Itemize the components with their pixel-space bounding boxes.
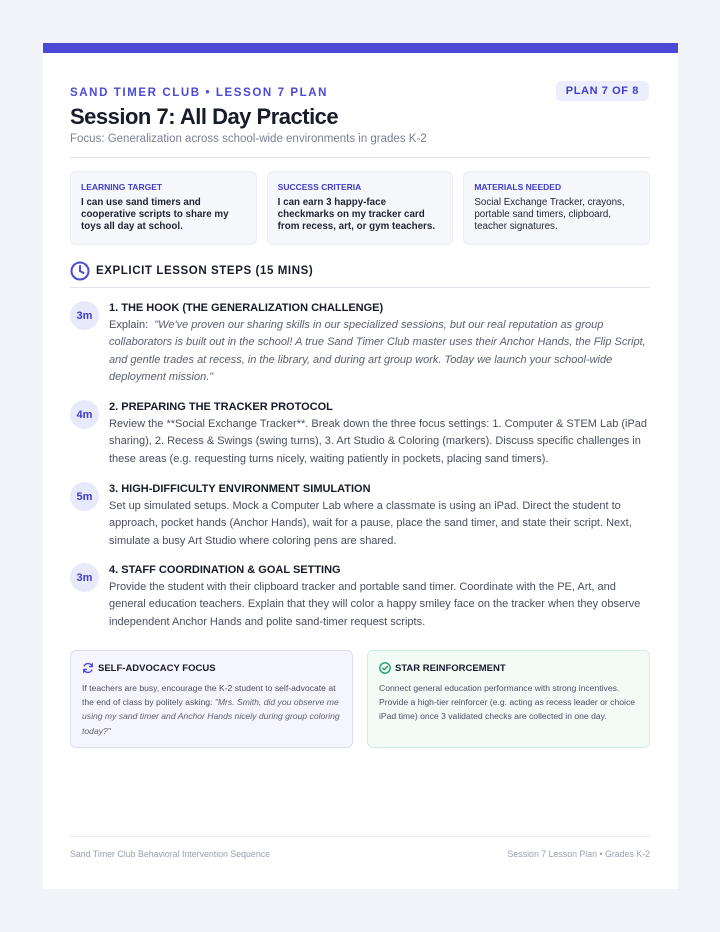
advocacy-quote: "Mrs. Smith, did you observe me using my sand timer and Anchor Hands nicely during group coloring today?" xyxy=(82,697,340,736)
card-label: SUCCESS CRITERIA xyxy=(277,182,362,192)
box-heading xyxy=(82,662,341,674)
footer-left: Sand Timer Club Behavioral Intervention Sequence xyxy=(70,849,271,859)
box-text: Connect general education performance with strong incentives. Provide a high-tier reinforcer (e.g. acting as recess leader or choice iPad time) once 3 validated checks are collected in one day. xyxy=(379,683,636,722)
footer-divider xyxy=(70,836,650,837)
plan-badge: PLAN 7 OF 8 xyxy=(556,81,649,101)
page-title: Session 7: All Day Practice xyxy=(70,104,339,129)
card-label: LEARNING TARGET xyxy=(81,182,163,192)
step-title: 1. THE HOOK (THE GENERALIZATION CHALLENGE) xyxy=(109,302,384,314)
steps-heading xyxy=(70,261,313,281)
card-text: I can earn 3 happy-face checkmarks on my tracker card from recess, art, or gym teachers. xyxy=(277,197,436,232)
success-criteria-card xyxy=(267,171,454,245)
series-eyebrow: SAND TIMER CLUB • LESSON 7 PLAN xyxy=(70,87,329,99)
lesson-plan-page xyxy=(43,43,678,889)
star-reinforcement-box xyxy=(367,650,650,748)
card-text: I can use sand timers and cooperative scripts to share my toys all day at school. xyxy=(81,197,229,232)
divider xyxy=(70,157,650,158)
refresh-icon xyxy=(82,662,94,674)
steps-heading-text: EXPLICIT LESSON STEPS (15 MINS) xyxy=(96,265,314,277)
time-badge: 4m xyxy=(70,400,99,429)
step-title: 2. PREPARING THE TRACKER PROTOCOL xyxy=(109,401,333,413)
step-title: 4. STAFF COORDINATION & GOAL SETTING xyxy=(109,564,341,576)
clock-icon xyxy=(70,261,90,281)
card-label: MATERIALS NEEDED xyxy=(474,182,562,192)
summary-cards xyxy=(70,171,650,245)
learning-target-card xyxy=(70,171,257,245)
check-circle-icon xyxy=(379,662,391,674)
footer-right: Session 7 Lesson Plan • Grades K-2 xyxy=(507,849,650,859)
step-description xyxy=(109,317,650,386)
divider xyxy=(70,287,650,288)
step-lead: Explain: xyxy=(109,319,149,331)
time-badge: 3m xyxy=(70,301,99,330)
step-description: Provide the student with their clipboard tracker and portable sand timer. Coordinate with the PE, Art, and general education teachers. Explain that they will color a happy smiley face on the tracker when they observe independent Anchor Hands and polite sand-timer request scripts. xyxy=(109,581,641,628)
step-quote: "We've proven our sharing skills in our specialized sessions, but our real reputation as group collaborators is built out in the school! A true Sand Timer Club master uses their Anchor Hands, the Flip Script, and gentle trades at recess, in the library, and during art group work. Today we launch your school-wide deployment mission." xyxy=(109,319,646,383)
accent-bar xyxy=(43,43,678,53)
step-description: Set up simulated setups. Mock a Computer Lab where a classmate is using an iPad. Direct the student to approach, pocket hands (Anchor Hands), wait for a pause, place the sand timer, and state their script. Next, simulate a busy Art Studio where coloring pens are shared. xyxy=(109,500,632,547)
step-description: Review the **Social Exchange Tracker**. Break down the three focus settings: 1. Computer & STEM Lab (iPad sharing), 2. Recess & Swings (swing turns), 3. Art Studio & Coloring (markers). Discuss specific challenges in these areas (e.g. requesting turns nicely, waiting patiently in pockets, placing sand timers). xyxy=(109,418,648,465)
box-text xyxy=(82,681,341,738)
card-text: Social Exchange Tracker, crayons, portable sand timers, clipboard, teacher signatures. xyxy=(474,197,625,232)
advocacy-text: If teachers are busy, encourage the K-2 student to self-advocate at the end of class by politely asking: xyxy=(82,683,336,708)
box-title: SELF-ADVOCACY FOCUS xyxy=(98,662,216,674)
box-heading xyxy=(379,662,638,674)
time-badge: 5m xyxy=(70,482,99,511)
materials-card xyxy=(463,171,650,245)
focus-subtitle: Focus: Generalization across school-wide environments in grades K-2 xyxy=(70,133,427,145)
self-advocacy-box xyxy=(70,650,353,748)
time-badge: 3m xyxy=(70,563,99,592)
box-title: STAR REINFORCEMENT xyxy=(395,662,506,674)
step-title: 3. HIGH-DIFFICULTY ENVIRONMENT SIMULATION xyxy=(109,483,371,495)
